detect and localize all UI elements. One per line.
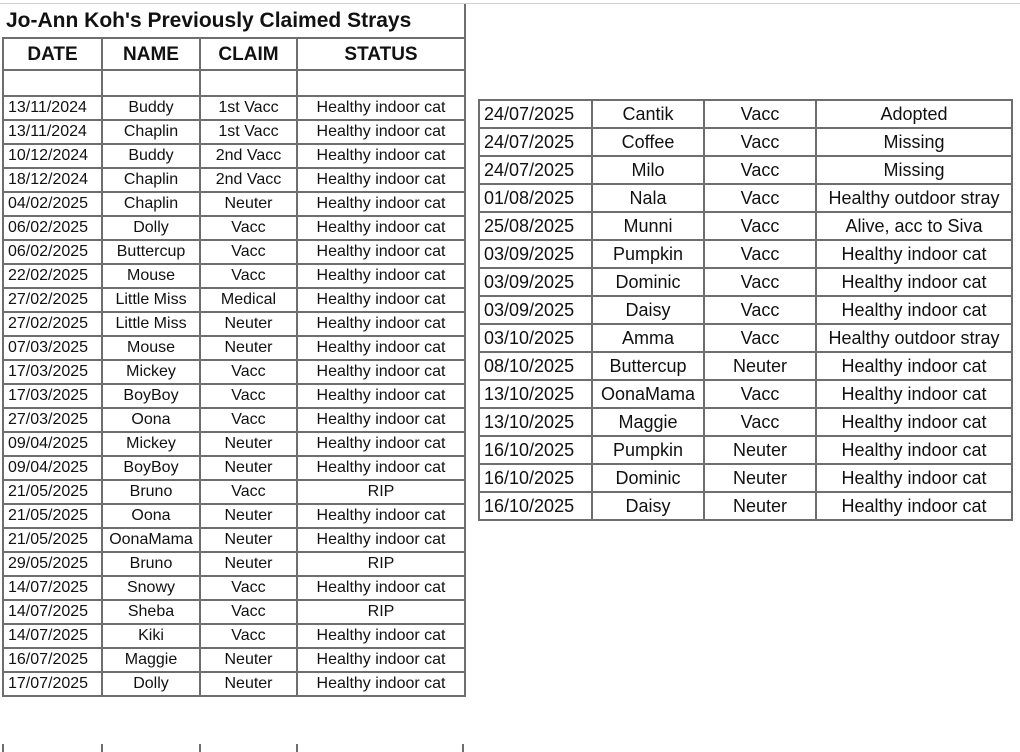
- claim-cell: Neuter: [704, 464, 816, 492]
- sheet-title: Jo-Ann Koh's Previously Claimed Strays: [3, 4, 465, 38]
- date-cell: 14/07/2025: [3, 576, 102, 600]
- name-cell: Mouse: [102, 264, 200, 288]
- claim-cell: Vacc: [704, 184, 816, 212]
- date-cell: 24/07/2025: [479, 100, 592, 128]
- claim-cell: Neuter: [704, 352, 816, 380]
- claim-cell: Neuter: [200, 672, 297, 696]
- date-cell: 01/08/2025: [479, 184, 592, 212]
- date-cell: 17/03/2025: [3, 360, 102, 384]
- claim-cell: 1st Vacc: [200, 96, 297, 120]
- name-cell: Mickey: [102, 432, 200, 456]
- claim-cell: Vacc: [200, 264, 297, 288]
- blank-row: [3, 70, 465, 96]
- table-row: [3, 360, 465, 384]
- name-cell: Chaplin: [102, 192, 200, 216]
- claim-cell: Vacc: [704, 408, 816, 436]
- date-cell: 13/11/2024: [3, 120, 102, 144]
- status-cell: Healthy indoor cat: [816, 240, 1012, 268]
- table-row: [3, 576, 465, 600]
- table-row: [3, 648, 465, 672]
- name-cell: BoyBoy: [102, 456, 200, 480]
- name-cell: Buttercup: [102, 240, 200, 264]
- table-row: [3, 96, 465, 120]
- status-cell: Healthy indoor cat: [297, 672, 465, 696]
- claim-cell: Vacc: [200, 600, 297, 624]
- blank-cell: [3, 70, 102, 96]
- table-row: [479, 324, 1012, 352]
- status-cell: Healthy indoor cat: [297, 312, 465, 336]
- name-cell: Little Miss: [102, 288, 200, 312]
- status-cell: Healthy indoor cat: [816, 408, 1012, 436]
- table-row: [3, 240, 465, 264]
- table-row: [3, 336, 465, 360]
- table-row: [3, 264, 465, 288]
- status-cell: Healthy indoor cat: [297, 648, 465, 672]
- name-cell: Pumpkin: [592, 436, 704, 464]
- table-row: [479, 380, 1012, 408]
- date-cell: 06/02/2025: [3, 216, 102, 240]
- status-cell: Healthy outdoor stray: [816, 324, 1012, 352]
- claim-cell: Neuter: [200, 456, 297, 480]
- table-row: [479, 156, 1012, 184]
- claim-cell: Vacc: [200, 384, 297, 408]
- table-row: [3, 144, 465, 168]
- status-cell: Healthy outdoor stray: [816, 184, 1012, 212]
- claim-cell: Vacc: [704, 380, 816, 408]
- claim-cell: Vacc: [704, 268, 816, 296]
- status-cell: Missing: [816, 156, 1012, 184]
- name-cell: Coffee: [592, 128, 704, 156]
- claim-cell: Vacc: [200, 360, 297, 384]
- date-cell: 14/07/2025: [3, 600, 102, 624]
- status-cell: Healthy indoor cat: [297, 240, 465, 264]
- name-cell: Dominic: [592, 268, 704, 296]
- claim-cell: Neuter: [200, 528, 297, 552]
- name-cell: Daisy: [592, 296, 704, 324]
- date-cell: 16/10/2025: [479, 436, 592, 464]
- date-cell: 13/11/2024: [3, 96, 102, 120]
- date-cell: 13/10/2025: [479, 408, 592, 436]
- claim-cell: Neuter: [200, 336, 297, 360]
- name-cell: Buttercup: [592, 352, 704, 380]
- name-cell: OonaMama: [102, 528, 200, 552]
- date-cell: 21/05/2025: [3, 528, 102, 552]
- status-cell: Healthy indoor cat: [297, 168, 465, 192]
- name-cell: Buddy: [102, 144, 200, 168]
- status-cell: Healthy indoor cat: [297, 456, 465, 480]
- name-cell: Oona: [102, 504, 200, 528]
- name-cell: Chaplin: [102, 120, 200, 144]
- claim-cell: Vacc: [704, 324, 816, 352]
- claim-cell: Neuter: [200, 552, 297, 576]
- grid-stub: [462, 744, 464, 752]
- status-cell: Healthy indoor cat: [297, 504, 465, 528]
- status-cell: Healthy indoor cat: [297, 408, 465, 432]
- claim-cell: Neuter: [200, 648, 297, 672]
- date-cell: 10/12/2024: [3, 144, 102, 168]
- claim-cell: Medical: [200, 288, 297, 312]
- status-cell: Healthy indoor cat: [297, 528, 465, 552]
- date-cell: 16/10/2025: [479, 492, 592, 520]
- claim-cell: Vacc: [200, 216, 297, 240]
- date-cell: 08/10/2025: [479, 352, 592, 380]
- table-row: [479, 100, 1012, 128]
- date-cell: 24/07/2025: [479, 128, 592, 156]
- table-row: [3, 456, 465, 480]
- status-cell: Healthy indoor cat: [816, 436, 1012, 464]
- status-cell: Healthy indoor cat: [297, 336, 465, 360]
- date-cell: 24/07/2025: [479, 156, 592, 184]
- grid-stub: [101, 744, 103, 752]
- claim-cell: Vacc: [704, 212, 816, 240]
- status-cell: Healthy indoor cat: [297, 432, 465, 456]
- name-cell: Maggie: [592, 408, 704, 436]
- status-cell: Healthy indoor cat: [297, 120, 465, 144]
- status-cell: Healthy indoor cat: [297, 192, 465, 216]
- table-row: [479, 128, 1012, 156]
- date-cell: 29/05/2025: [3, 552, 102, 576]
- status-cell: Healthy indoor cat: [297, 360, 465, 384]
- claim-cell: Neuter: [704, 436, 816, 464]
- name-cell: Milo: [592, 156, 704, 184]
- blank-cell: [297, 70, 465, 96]
- name-cell: Dominic: [592, 464, 704, 492]
- claim-cell: Vacc: [704, 240, 816, 268]
- grid-stub: [296, 744, 298, 752]
- date-cell: 03/09/2025: [479, 268, 592, 296]
- status-cell: RIP: [297, 600, 465, 624]
- status-cell: Healthy indoor cat: [816, 352, 1012, 380]
- table-row: [3, 168, 465, 192]
- table-row: [479, 408, 1012, 436]
- name-cell: Dolly: [102, 672, 200, 696]
- blank-cell: [200, 70, 297, 96]
- claim-cell: 2nd Vacc: [200, 144, 297, 168]
- name-cell: Maggie: [102, 648, 200, 672]
- claim-cell: Neuter: [200, 192, 297, 216]
- claim-cell: Vacc: [200, 240, 297, 264]
- date-cell: 09/04/2025: [3, 456, 102, 480]
- table-row: [3, 408, 465, 432]
- table-row: [3, 600, 465, 624]
- date-cell: 27/03/2025: [3, 408, 102, 432]
- claim-cell: Neuter: [200, 312, 297, 336]
- table-row: [3, 624, 465, 648]
- table-row: [479, 212, 1012, 240]
- date-cell: 03/10/2025: [479, 324, 592, 352]
- status-cell: Adopted: [816, 100, 1012, 128]
- header-date: DATE: [3, 38, 102, 70]
- status-cell: Healthy indoor cat: [297, 576, 465, 600]
- header-name: NAME: [102, 38, 200, 70]
- name-cell: Mouse: [102, 336, 200, 360]
- date-cell: 27/02/2025: [3, 288, 102, 312]
- claim-cell: Vacc: [200, 624, 297, 648]
- table-row: [3, 552, 465, 576]
- name-cell: Munni: [592, 212, 704, 240]
- status-cell: Healthy indoor cat: [297, 216, 465, 240]
- date-cell: 13/10/2025: [479, 380, 592, 408]
- status-cell: RIP: [297, 480, 465, 504]
- claim-cell: 2nd Vacc: [200, 168, 297, 192]
- name-cell: Buddy: [102, 96, 200, 120]
- name-cell: Amma: [592, 324, 704, 352]
- name-cell: Daisy: [592, 492, 704, 520]
- table-row: [479, 352, 1012, 380]
- date-cell: 03/09/2025: [479, 296, 592, 324]
- date-cell: 25/08/2025: [479, 212, 592, 240]
- table-row: [3, 432, 465, 456]
- name-cell: Pumpkin: [592, 240, 704, 268]
- status-cell: Healthy indoor cat: [297, 624, 465, 648]
- date-cell: 14/07/2025: [3, 624, 102, 648]
- claim-cell: Vacc: [704, 100, 816, 128]
- claim-cell: Vacc: [200, 408, 297, 432]
- date-cell: 17/07/2025: [3, 672, 102, 696]
- table-row: [479, 268, 1012, 296]
- name-cell: Bruno: [102, 552, 200, 576]
- date-cell: 17/03/2025: [3, 384, 102, 408]
- table-row: [479, 436, 1012, 464]
- table-row: [3, 528, 465, 552]
- table-row: [479, 464, 1012, 492]
- table-row: [3, 384, 465, 408]
- claims-table-left: [2, 4, 466, 697]
- name-cell: Kiki: [102, 624, 200, 648]
- date-cell: 03/09/2025: [479, 240, 592, 268]
- date-cell: 18/12/2024: [3, 168, 102, 192]
- table-row: [479, 296, 1012, 324]
- claim-cell: Vacc: [704, 296, 816, 324]
- date-cell: 21/05/2025: [3, 504, 102, 528]
- date-cell: 09/04/2025: [3, 432, 102, 456]
- name-cell: Sheba: [102, 600, 200, 624]
- claim-cell: Vacc: [704, 156, 816, 184]
- name-cell: Dolly: [102, 216, 200, 240]
- claim-cell: Vacc: [200, 480, 297, 504]
- date-cell: 07/03/2025: [3, 336, 102, 360]
- date-cell: 16/07/2025: [3, 648, 102, 672]
- status-cell: Healthy indoor cat: [816, 268, 1012, 296]
- name-cell: Snowy: [102, 576, 200, 600]
- claim-cell: Vacc: [704, 128, 816, 156]
- claims-table-right: [478, 99, 1013, 521]
- status-cell: Healthy indoor cat: [816, 296, 1012, 324]
- table-row: [3, 312, 465, 336]
- name-cell: Nala: [592, 184, 704, 212]
- status-cell: Healthy indoor cat: [297, 384, 465, 408]
- status-cell: Healthy indoor cat: [297, 288, 465, 312]
- date-cell: 21/05/2025: [3, 480, 102, 504]
- status-cell: Healthy indoor cat: [297, 144, 465, 168]
- table-row: [479, 240, 1012, 268]
- table-row: [479, 184, 1012, 212]
- table-row: [3, 504, 465, 528]
- date-cell: 16/10/2025: [479, 464, 592, 492]
- table-row: [3, 480, 465, 504]
- claim-cell: Neuter: [704, 492, 816, 520]
- name-cell: Chaplin: [102, 168, 200, 192]
- status-cell: Healthy indoor cat: [816, 464, 1012, 492]
- status-cell: Missing: [816, 128, 1012, 156]
- header-claim: CLAIM: [200, 38, 297, 70]
- status-cell: RIP: [297, 552, 465, 576]
- status-cell: Healthy indoor cat: [816, 380, 1012, 408]
- claim-cell: 1st Vacc: [200, 120, 297, 144]
- table-row: [3, 672, 465, 696]
- date-cell: 27/02/2025: [3, 312, 102, 336]
- grid-stub: [2, 744, 4, 752]
- name-cell: Oona: [102, 408, 200, 432]
- table-row: [3, 216, 465, 240]
- status-cell: Healthy indoor cat: [297, 264, 465, 288]
- name-cell: Cantik: [592, 100, 704, 128]
- header-status: STATUS: [297, 38, 465, 70]
- status-cell: Healthy indoor cat: [297, 96, 465, 120]
- name-cell: Bruno: [102, 480, 200, 504]
- claim-cell: Vacc: [200, 576, 297, 600]
- table-row: [3, 288, 465, 312]
- name-cell: Mickey: [102, 360, 200, 384]
- name-cell: Little Miss: [102, 312, 200, 336]
- status-cell: Alive, acc to Siva: [816, 212, 1012, 240]
- claim-cell: Neuter: [200, 432, 297, 456]
- name-cell: BoyBoy: [102, 384, 200, 408]
- grid-stub: [199, 744, 201, 752]
- blank-cell: [102, 70, 200, 96]
- name-cell: OonaMama: [592, 380, 704, 408]
- status-cell: Healthy indoor cat: [816, 492, 1012, 520]
- claim-cell: Neuter: [200, 504, 297, 528]
- date-cell: 04/02/2025: [3, 192, 102, 216]
- table-row: [3, 120, 465, 144]
- table-row: [479, 492, 1012, 520]
- date-cell: 06/02/2025: [3, 240, 102, 264]
- date-cell: 22/02/2025: [3, 264, 102, 288]
- table-row: [3, 192, 465, 216]
